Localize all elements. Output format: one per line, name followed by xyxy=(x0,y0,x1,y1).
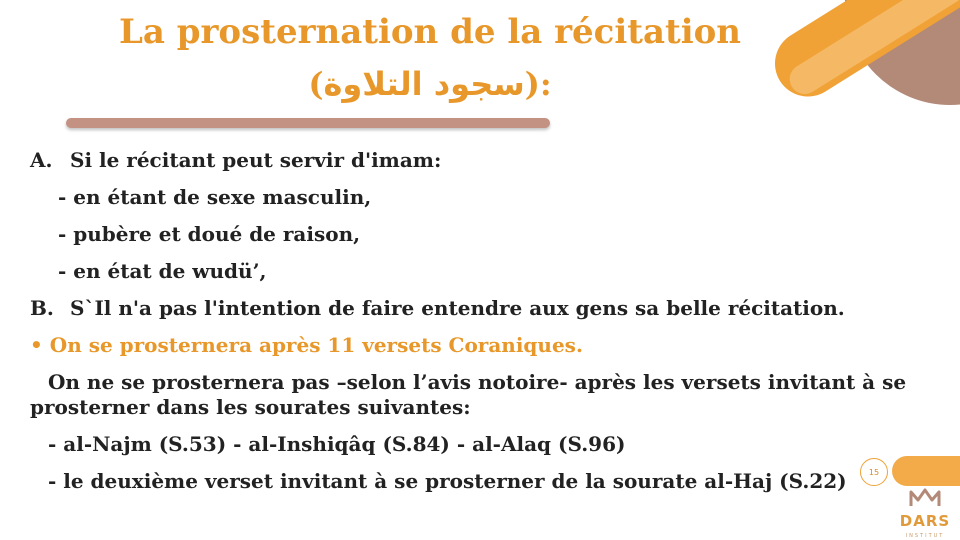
list-marker: A. xyxy=(30,148,53,172)
list-item-a xyxy=(30,142,930,179)
sourate-list xyxy=(30,426,930,463)
dars-logo xyxy=(894,488,956,540)
slide-content xyxy=(30,142,930,500)
logo-mark-icon xyxy=(908,488,942,508)
subtitle-close-paren: ): xyxy=(524,65,552,103)
sourate-note-text: - le deuxième verset invitant à se prosterner de la sourate al-Haj (S.22) xyxy=(48,469,847,493)
sub-item xyxy=(30,179,930,216)
sub-item xyxy=(30,253,930,290)
sub-item-text: - en étant de sexe masculin, xyxy=(58,185,372,209)
sub-item xyxy=(30,216,930,253)
logo-name: DARS xyxy=(899,512,951,530)
slide-title: La prosternation de la récitation xyxy=(118,12,742,52)
paragraph xyxy=(30,370,930,420)
slide-subtitle-arabic xyxy=(0,64,860,104)
page-number: 15 xyxy=(860,458,888,486)
list-item-text: Si le récitant peut servir d'imam: xyxy=(70,148,442,172)
list-marker: B. xyxy=(30,296,54,320)
sub-item-text: - en état de wudü’, xyxy=(58,259,267,283)
sourate-note xyxy=(30,463,930,500)
paragraph-text: On ne se prosternera pas –selon l’avis notoire- après les versets invitant à se prosterner dans les sourates suivantes: xyxy=(30,370,907,419)
sub-item-text: - pubère et doué de raison, xyxy=(58,222,361,246)
logo-subtitle: INSTITUT xyxy=(905,533,945,539)
bullet-text: On se prosternera après 11 versets Coraniques. xyxy=(49,333,583,357)
list-item-text: S`Il n'a pas l'intention de faire entendre aux gens sa belle récitation. xyxy=(70,296,845,320)
sourate-list-text: - al-Najm (S.53) - al-Inshiqâq (S.84) - al-Alaq (S.96) xyxy=(48,432,626,456)
bullet-icon: • xyxy=(30,333,43,357)
highlighted-bullet xyxy=(30,327,930,364)
title-underline xyxy=(66,118,550,128)
list-item-b xyxy=(30,290,930,327)
subtitle-arabic-text: سجود التلاوة xyxy=(323,65,525,103)
subtitle-open-paren: ( xyxy=(308,65,324,103)
